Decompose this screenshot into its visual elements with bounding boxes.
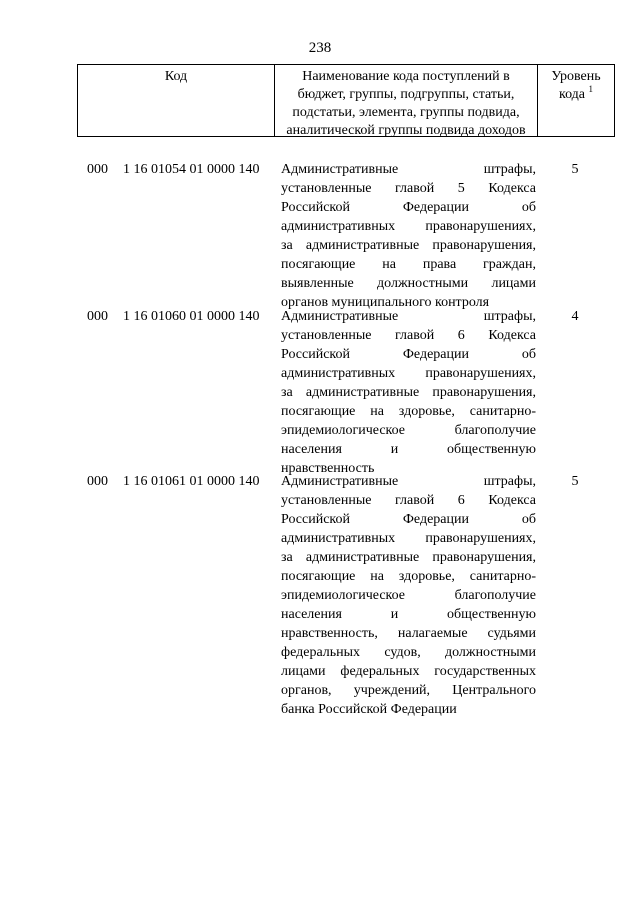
- row-name-line: нравственность, налагаемые судьями: [281, 626, 536, 641]
- row-name-line: федеральных судов, должностными: [281, 645, 536, 660]
- row-name-line: Российской Федерации об: [281, 347, 536, 362]
- row-name-line: населения и общественную: [281, 442, 536, 457]
- row-name-line: Российской Федерации об: [281, 512, 536, 527]
- page-number: 238: [308, 40, 332, 56]
- row-prefix: 000: [87, 162, 108, 177]
- row-name-line: посягающие на здоровье, санитарно-: [281, 404, 536, 419]
- header-name: [275, 65, 538, 136]
- row-code: 1 16 01060 01 0000 140: [123, 309, 260, 324]
- row-name-line: Российской Федерации об: [281, 200, 536, 215]
- footnote-marker: 1: [588, 84, 594, 94]
- row-name-line: посягающие на права граждан,: [281, 257, 536, 272]
- row-name-line: органов муниципального контроля: [281, 295, 490, 310]
- header-name-line: Наименование кода поступлений в: [302, 69, 510, 84]
- row-name-line: административных правонарушениях,: [281, 219, 536, 234]
- row-name-line: установленные главой 6 Кодекса: [281, 328, 536, 343]
- header-level-line2: [538, 86, 614, 104]
- row-name-line: эпидемиологическое благополучие: [281, 588, 536, 603]
- header-name-line: подстатьи, элемента, группы подвида,: [292, 105, 520, 120]
- row-name-line: выявленные должностными лицами: [281, 276, 536, 291]
- header-level-text: кода: [558, 87, 586, 102]
- row-name-line: установленные главой 6 Кодекса: [281, 493, 536, 508]
- row-prefix: 000: [87, 474, 108, 489]
- row-name-line: административных правонарушениях,: [281, 531, 536, 546]
- row-code: 1 16 01054 01 0000 140: [123, 162, 260, 177]
- row-name-line: эпидемиологическое благополучие: [281, 423, 536, 438]
- row-level: 5: [571, 474, 579, 489]
- row-name-line: органов, учреждений, Центрального: [281, 683, 536, 698]
- row-name-line: Административные штрафы,: [281, 309, 536, 324]
- table-header: [77, 64, 615, 137]
- row-name: [281, 472, 536, 719]
- row-name-line: административных правонарушениях,: [281, 366, 536, 381]
- row-name: [281, 160, 536, 312]
- header-name-line: бюджет, группы, подгруппы, статьи,: [297, 87, 515, 102]
- row-name-line: посягающие на здоровье, санитарно-: [281, 569, 536, 584]
- row-code: 1 16 01061 01 0000 140: [123, 474, 260, 489]
- row-name-line: населения и общественную: [281, 607, 536, 622]
- header-level-line1: Уровень: [551, 69, 601, 84]
- header-name-line: аналитической группы подвида доходов: [286, 123, 526, 138]
- row-name-line: за административные правонарушения,: [281, 550, 536, 565]
- header-code: Код: [78, 65, 275, 136]
- row-level: 4: [571, 309, 579, 324]
- row-name-line: за административные правонарушения,: [281, 238, 536, 253]
- row-name: [281, 307, 536, 478]
- header-level: [538, 65, 614, 136]
- row-name-line: нравственность: [281, 461, 375, 476]
- row-level: 5: [571, 162, 579, 177]
- row-name-line: за административные правонарушения,: [281, 385, 536, 400]
- row-prefix: 000: [87, 309, 108, 324]
- row-name-line: установленные главой 5 Кодекса: [281, 181, 536, 196]
- row-name-line: лицами федеральных государственных: [281, 664, 536, 679]
- row-name-line: Административные штрафы,: [281, 162, 536, 177]
- row-name-line: банка Российской Федерации: [281, 702, 457, 717]
- row-name-line: Административные штрафы,: [281, 474, 536, 489]
